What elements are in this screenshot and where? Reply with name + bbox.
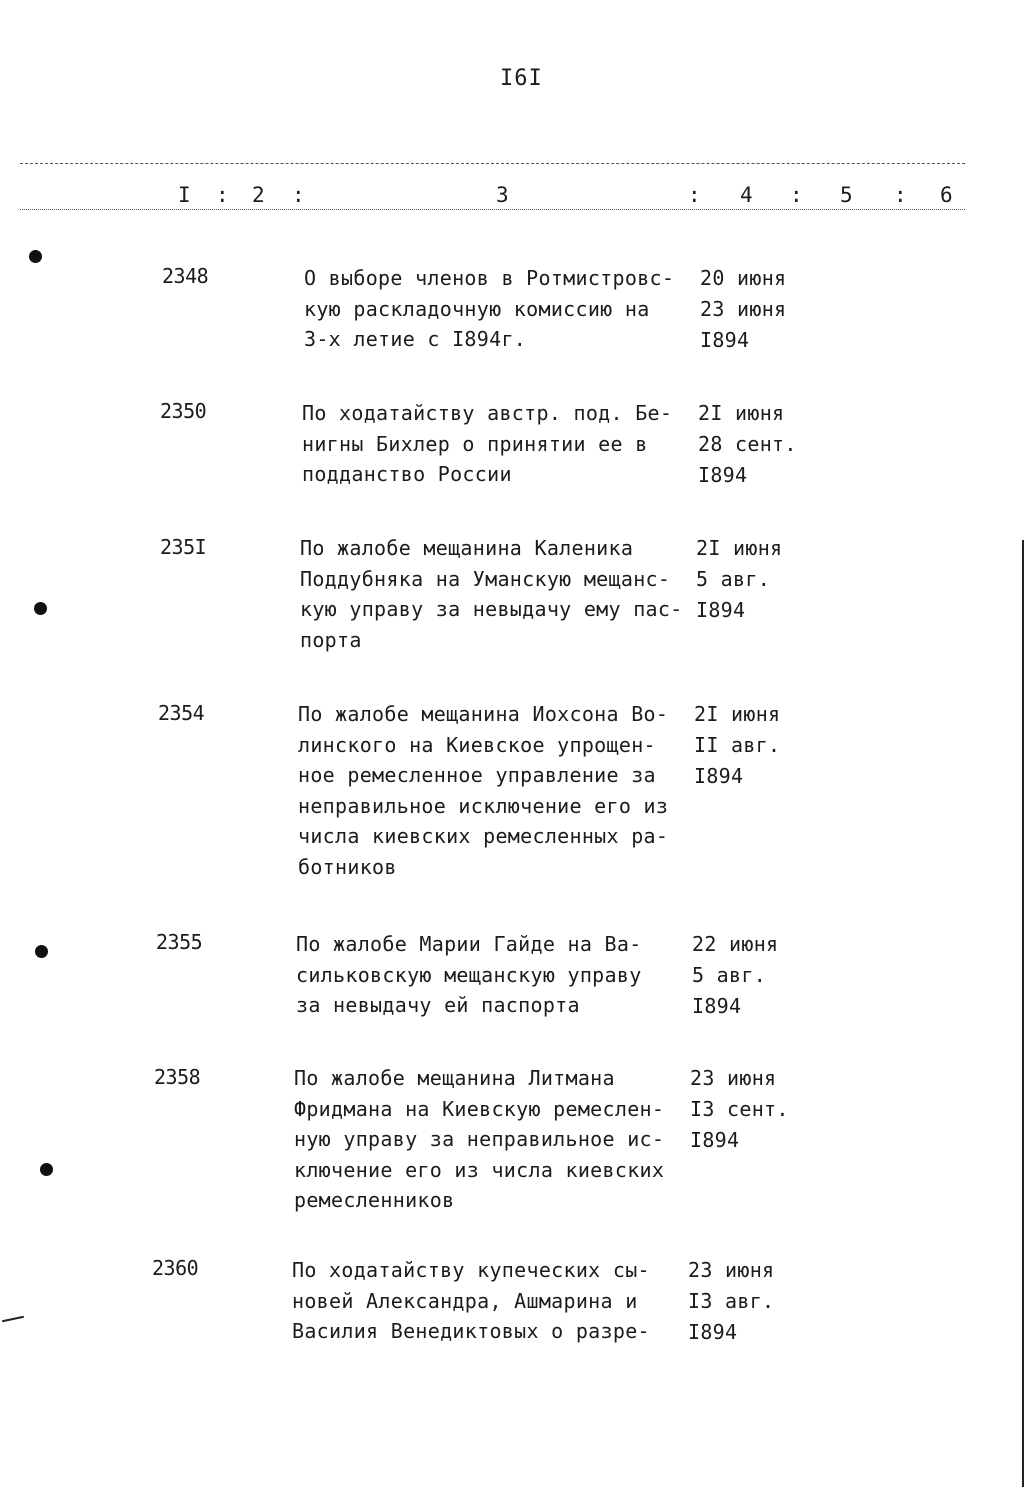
entry-number: 2358	[154, 1065, 201, 1089]
column-separator: :	[216, 183, 229, 207]
column-header-3: 3	[496, 183, 509, 207]
punch-hole	[29, 250, 42, 263]
entry-description: По жалобе Марии Гайде на Ва- сильковскую мещанскую управу за невыдачу ей паспорта	[296, 932, 642, 1017]
column-header-4: 4	[740, 183, 753, 207]
entry-number: 235I	[160, 535, 207, 559]
entry-description: О выборе членов в Ротмистровс- кую раскладочную комиссию на 3-х летие с I894г.	[304, 266, 675, 351]
entry-dates: 23 июня I3 авг. I894	[688, 1258, 775, 1344]
entry-description: По ходатайству австр. под. Бе- нигны Бихлер о принятии ее в подданство России	[302, 401, 673, 486]
entry-number: 2348	[162, 264, 209, 288]
header-rule-bottom	[20, 209, 965, 210]
entry-number: 2355	[156, 930, 203, 954]
entry-description: По жалобе мещанина Иохсона Во- линского на Киевское упрощен- ное ремесленное управление за неправильное исключение его из числа киевских ремесленных ра- ботников	[298, 702, 669, 879]
entry-dates: 2I июня II авг. I894	[694, 702, 781, 788]
column-separator: :	[292, 183, 305, 207]
margin-mark	[2, 1316, 24, 1323]
entry-number: 2354	[158, 701, 205, 725]
column-separator: :	[688, 183, 701, 207]
column-separator: :	[894, 183, 907, 207]
entry-dates: 2I июня 5 авг. I894	[696, 536, 783, 622]
entry-number: 2350	[160, 399, 207, 423]
punch-hole	[35, 945, 48, 958]
header-rule-top	[20, 163, 965, 164]
column-separator: :	[790, 183, 803, 207]
punch-hole	[40, 1163, 53, 1176]
punch-hole	[34, 602, 47, 615]
entry-number: 2360	[152, 1256, 199, 1280]
entry-dates: 2I июня 28 сент. I894	[698, 401, 797, 487]
entry-description: По жалобе мещанина Каленика Поддубняка на Уманскую мещанс- кую управу за невыдачу ему пас- порта	[300, 536, 683, 652]
page-number: I6I	[500, 66, 543, 91]
entry-dates: 20 июня 23 июня I894	[700, 266, 787, 352]
column-header-5: 5	[840, 183, 853, 207]
column-header-1: I	[178, 183, 191, 207]
entry-dates: 23 июня I3 сент. I894	[690, 1066, 789, 1152]
entry-description: По ходатайству купеческих сы- новей Александра, Ашмарина и Василия Венедиктовых о разре-	[292, 1258, 650, 1343]
entry-dates: 22 июня 5 авг. I894	[692, 932, 779, 1018]
column-header-6: 6	[940, 183, 953, 207]
column-header-2: 2	[252, 183, 265, 207]
entry-description: По жалобе мещанина Литмана Фридмана на Киевскую ремеслен- ную управу за неправильное ис- ключение его из числа киевских ремесленников	[294, 1066, 665, 1212]
